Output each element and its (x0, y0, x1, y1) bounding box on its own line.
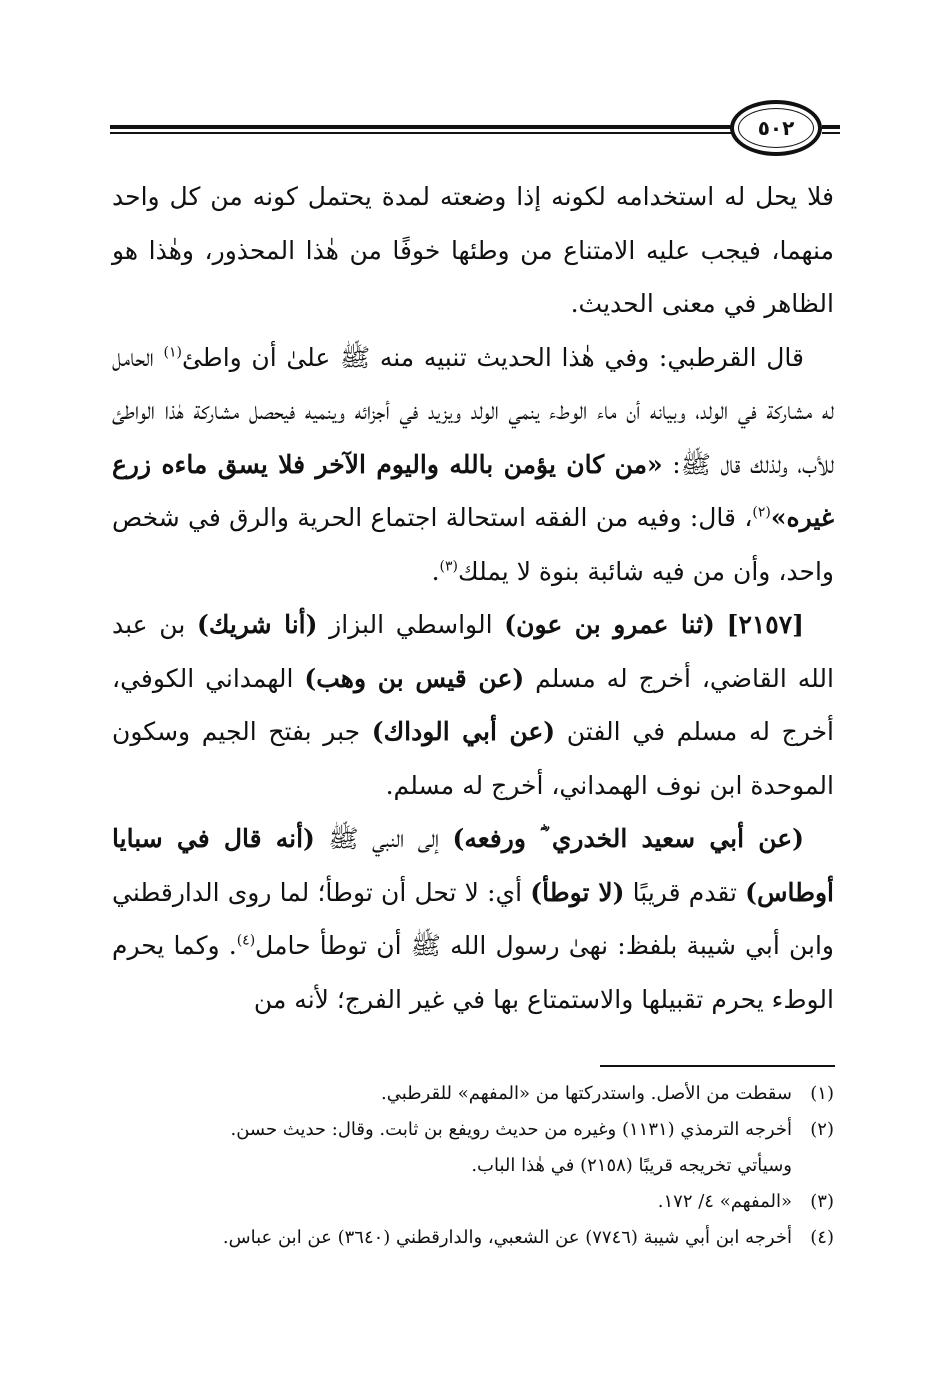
paragraph-3-text-4: جبر بفتح الجيم وسكون الموحدة ابن نوف الهمداني، أخرج له مسلم. (112, 717, 834, 800)
narrator-3: (عن قيس بن وهب) (304, 663, 525, 693)
footnote-line: سقطت من الأصل. واستدركتها من «المفهم» للقرطبي. (381, 1083, 792, 1104)
footnote-ref-2: (٢) (752, 504, 771, 521)
footnote-ref-1: (١) (163, 344, 182, 361)
paragraph-4-text-1: إلى النبي ﷺ (314, 824, 453, 853)
header-rule-thin (110, 132, 735, 134)
paragraph-4-text-3: أي: لا تحل أن توطأ؛ لما روى الدارقطني وابن أبي شيبة بلفظ: نهىٰ رسول الله ﷺ أن توطأ حامل (112, 877, 834, 960)
header-rule-tail-thin (822, 132, 840, 134)
footnote-3 (112, 1184, 834, 1220)
narrator-4: (عن أبي الوداك) (371, 717, 556, 746)
footnote-4 (112, 1220, 834, 1256)
footnote-2 (112, 1112, 834, 1184)
footnotes (112, 1076, 834, 1256)
paragraph-3-text-1: الواسطي البزاز (317, 610, 505, 639)
hadith-phrase-1: (أنه قال في سبايا أوطاس) (112, 824, 834, 907)
hadith-number: [٢١٥٧] (726, 610, 804, 639)
page-header (110, 98, 840, 158)
paragraph-2 (112, 331, 834, 599)
page-number-oval (730, 100, 822, 156)
footnote-text (112, 1184, 792, 1220)
narrator-2: (أنا شريك) (197, 610, 318, 639)
hadith-quote: «من كان يؤمن بالله واليوم الآخر فلا يسق ماءه زرع غيره» (112, 449, 834, 532)
footnote-number: (٣) (810, 1191, 834, 1212)
main-text (112, 170, 834, 1026)
paragraph-4-text-2: تقدم قريبًا (624, 877, 746, 907)
footnote-separator (600, 1065, 835, 1067)
footnote-1 (112, 1076, 834, 1112)
footnote-number: (٤) (810, 1227, 834, 1248)
paragraph-3 (112, 598, 834, 812)
paragraph-4-text-4: . وكما يحرم الوطء يحرم تقبيلها والاستمتاع بها في غير الفرج؛ لأنه من (112, 931, 834, 1014)
paragraph-3-text-3: الهمداني الكوفي، أخرج له مسلم في الفتن (112, 663, 834, 746)
paragraph-2-text-d: . (431, 556, 440, 586)
paragraph-2-text-c: ، قال: وفيه من الفقه استحالة اجتماع الحرية والرق في شخص واحد، وأن من فيه شائبة بنوة لا يملك (112, 503, 834, 586)
footnote-number: (٢) (810, 1119, 834, 1140)
header-rule-tail (822, 125, 840, 129)
paragraph-3-text-2: بن عبد الله القاضي، أخرج له مسلم (112, 610, 834, 693)
footnote-text (112, 1112, 792, 1184)
paragraph-4 (112, 812, 834, 1026)
narrator-5: (عن أبي سعيد الخدري ؓ ورفعه) (452, 824, 805, 853)
hadith-phrase-2: (لا توطأ) (530, 877, 625, 907)
paragraph-2-text-a: قال القرطبي: وفي هٰذا الحديث تنبيه منه ﷺ علىٰ أن واطئ (181, 342, 804, 372)
footnote-text (112, 1076, 792, 1112)
header-rule-thick (110, 125, 735, 129)
footnote-line: «المفهم» ٤/ ١٧٢. (657, 1191, 792, 1212)
footnote-line: أخرجه الترمذي (١١٣١) وغيره من حديث رويفع بن ثابت. وقال: حديث حسن. (230, 1119, 792, 1140)
page-number: ٥٠٢ (757, 116, 795, 140)
footnote-ref-3: (٣) (439, 558, 458, 575)
narrator-1: (ثنا عمرو بن عون) (504, 610, 715, 639)
paragraph-1: فلا يحل له استخدامه لكونه إذا وضعته لمدة يحتمل كونه من كل واحد منهما، فيجب عليه الامتناع من وطئها خوفًا من هٰذا المحذور، وهٰذا هو الظاهر في معنى الحديث. (112, 182, 834, 318)
footnote-ref-4: (٤) (236, 932, 256, 949)
footnote-text (112, 1220, 792, 1256)
footnote-line: أخرجه ابن أبي شيبة (٧٧٤٦) عن الشعبي، والدارقطني (٣٦٤٠) عن ابن عباس. (222, 1227, 792, 1248)
footnote-number: (١) (810, 1083, 834, 1104)
paragraph-2-text-b: الحامل له مشاركة في الولد، وبيانه أن ماء الوطء ينمي الولد ويزيد في أجزائه وينميه فيحصل مشاركة هٰذا الواطئ للأب، ولذلك قال ﷺ: (112, 342, 834, 479)
footnote-line: وسيأتي تخريجه قريبًا (٢١٥٨) في هٰذا الباب. (471, 1155, 792, 1176)
